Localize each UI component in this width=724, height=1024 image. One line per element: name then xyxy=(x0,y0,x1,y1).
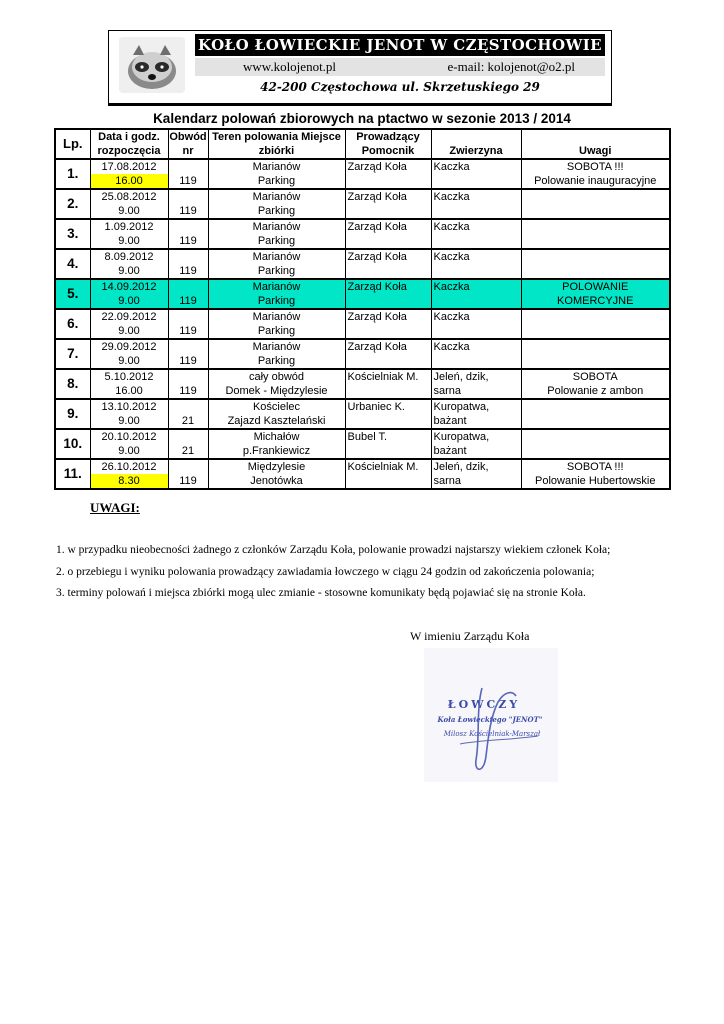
row-game-line1: Jeleń, dzik, xyxy=(433,371,489,383)
row-lead: Zarząd Koła xyxy=(345,159,431,189)
row-game xyxy=(431,159,521,189)
row-note-line1: POLOWANIE xyxy=(562,281,629,293)
row-time-value: 9.00 xyxy=(118,415,140,427)
row-time-value: 9.00 xyxy=(118,445,140,457)
row-note-line2 xyxy=(522,204,670,218)
row-place-value: Marianów xyxy=(252,281,301,293)
row-game-line1: Kaczka xyxy=(433,281,470,293)
note-item-1: 1. w przypadku nieobecności żadnego z członków Zarządu Koła, polowanie prowadzi najstarszy wiekiem członek Koła; xyxy=(56,544,611,556)
row-place-value: Marianów xyxy=(252,251,301,263)
row-notes xyxy=(521,459,670,489)
header-obwod xyxy=(168,129,208,159)
row-note-line2 xyxy=(522,444,670,458)
row-obwod: 119 xyxy=(168,249,208,279)
row-note-line2 xyxy=(522,234,670,248)
row-notes xyxy=(521,279,670,309)
row-obwod: 119 xyxy=(168,219,208,249)
row-date xyxy=(90,189,168,219)
row-meeting-value: Domek - Międzylesie xyxy=(225,385,328,397)
row-place xyxy=(208,159,345,189)
row-obwod: 119 xyxy=(168,159,208,189)
row-date-value: 5.10.2012 xyxy=(104,371,154,383)
row-game xyxy=(431,459,521,489)
row-note-line2: Polowanie inauguracyjne xyxy=(534,175,657,187)
row-date-value: 26.10.2012 xyxy=(101,461,157,473)
note-item-2: 2. o przebiegu i wyniku polowania prowadzący zawiadamia łowczego w ciągu 24 godzin od zakończenia polowania; xyxy=(56,566,595,578)
hunt-schedule-table xyxy=(54,128,671,490)
row-place xyxy=(208,429,345,459)
signature-caption: W imieniu Zarządu Koła xyxy=(410,629,530,643)
row-lead: Kościelniak M. xyxy=(345,369,431,399)
row-note-line1 xyxy=(522,310,670,324)
row-game-line1: Kaczka xyxy=(433,341,470,353)
row-note-line1 xyxy=(522,430,670,444)
row-date-value: 29.09.2012 xyxy=(101,341,157,353)
row-game xyxy=(431,279,521,309)
row-game xyxy=(431,429,521,459)
row-game-line1: Kaczka xyxy=(433,161,470,173)
row-number: 7. xyxy=(55,339,90,369)
row-number: 9. xyxy=(55,399,90,429)
row-note-line1: SOBOTA !!! xyxy=(566,161,624,173)
row-time-value: 9.00 xyxy=(118,235,140,247)
row-game-line1: Jeleń, dzik, xyxy=(433,461,489,473)
row-lead: Zarząd Koła xyxy=(345,219,431,249)
row-game-line2 xyxy=(434,174,521,188)
header-lp: Lp. xyxy=(55,129,90,159)
row-note-line1 xyxy=(522,190,670,204)
row-date-value: 14.09.2012 xyxy=(101,281,157,293)
header-uwagi: Uwagi xyxy=(521,129,670,159)
row-lead: Urbaniec K. xyxy=(345,399,431,429)
table-row xyxy=(55,309,670,339)
row-meeting-value: Jenotówka xyxy=(250,475,303,487)
row-meeting-value: Parking xyxy=(257,325,296,337)
row-obwod: 21 xyxy=(168,399,208,429)
row-date xyxy=(90,309,168,339)
row-meeting-value: Parking xyxy=(257,265,296,277)
stamp-title: ŁOWCZY xyxy=(447,698,521,711)
table-row xyxy=(55,189,670,219)
row-place xyxy=(208,459,345,489)
row-date xyxy=(90,279,168,309)
row-obwod: 119 xyxy=(168,339,208,369)
row-place xyxy=(208,399,345,429)
row-game-line1: Kaczka xyxy=(433,191,470,203)
row-date-value: 25.08.2012 xyxy=(101,191,157,203)
row-game xyxy=(431,339,521,369)
table-row xyxy=(55,219,670,249)
row-note-line1: SOBOTA !!! xyxy=(566,461,624,473)
row-note-line2 xyxy=(522,264,670,278)
header-teren-line2: Miejsce zbiórki xyxy=(258,131,341,157)
row-number: 6. xyxy=(55,309,90,339)
row-note-line2 xyxy=(522,414,670,428)
row-note-line2: Polowanie z ambon xyxy=(547,385,644,397)
row-game-line2 xyxy=(434,204,521,218)
row-game-line1: Kuropatwa, xyxy=(433,401,490,413)
row-game-line1: Kaczka xyxy=(433,221,470,233)
row-place-value: Międzylesie xyxy=(247,461,306,473)
row-game-line2: bażant xyxy=(433,445,467,457)
row-lead: Zarząd Koła xyxy=(345,279,431,309)
note-item-3: 3. terminy polowań i miejsca zbiórki mogą ulec zmianie - stosowne komunikaty będą pojawiać się na stronie Koła. xyxy=(56,587,586,599)
row-time-value: 16.00 xyxy=(115,385,143,397)
table-row xyxy=(55,339,670,369)
row-lead: Zarząd Koła xyxy=(345,189,431,219)
row-place-value: cały obwód xyxy=(248,371,305,383)
row-lead: Kościelniak M. xyxy=(345,459,431,489)
row-notes xyxy=(521,219,670,249)
row-date xyxy=(90,459,168,489)
row-game-line2 xyxy=(434,264,521,278)
row-time-value: 8.30 xyxy=(91,474,168,488)
row-meeting-value: Parking xyxy=(257,355,296,367)
row-game-line1: Kuropatwa, xyxy=(433,431,490,443)
row-game-line1: Kaczka xyxy=(433,311,470,323)
header-obwod-line1: Obwód xyxy=(169,131,207,143)
row-lead: Zarząd Koła xyxy=(345,249,431,279)
row-time-value: 9.00 xyxy=(118,325,140,337)
row-time-value: 9.00 xyxy=(118,265,140,277)
row-lead: Bubel T. xyxy=(345,429,431,459)
official-stamp-signature xyxy=(420,648,560,782)
header-date xyxy=(90,129,168,159)
row-place-value: Marianów xyxy=(252,221,301,233)
table-row xyxy=(55,249,670,279)
row-date-value: 20.10.2012 xyxy=(101,431,157,443)
row-meeting-value: Parking xyxy=(257,205,296,217)
row-number: 1. xyxy=(55,159,90,189)
row-game-line1: Kaczka xyxy=(433,251,470,263)
table-header-row xyxy=(55,129,670,159)
row-note-line1 xyxy=(522,220,670,234)
header-prowadzacy xyxy=(345,129,431,159)
document-title: Kalendarz polowań zbiorowych na ptactwo w sezonie 2013 / 2014 xyxy=(153,111,571,126)
table-row xyxy=(55,369,670,399)
row-notes xyxy=(521,249,670,279)
contact-bar xyxy=(195,58,605,76)
table-row xyxy=(55,279,670,309)
header-teren-line1: Teren polowania xyxy=(212,131,299,143)
row-date-value: 1.09.2012 xyxy=(104,221,154,233)
row-game xyxy=(431,399,521,429)
table-row xyxy=(55,399,670,429)
row-number: 3. xyxy=(55,219,90,249)
raccoon-dog-logo-icon xyxy=(119,37,185,93)
row-number: 5. xyxy=(55,279,90,309)
row-number: 4. xyxy=(55,249,90,279)
header-date-line1: Data i godz. xyxy=(98,131,160,143)
website-text: www.kolojenot.pl xyxy=(243,59,337,74)
row-date xyxy=(90,339,168,369)
row-notes xyxy=(521,159,670,189)
club-name: KOŁO ŁOWIECKIE JENOT W CZĘSTOCHOWIE xyxy=(195,34,605,56)
row-place xyxy=(208,279,345,309)
row-date xyxy=(90,369,168,399)
row-notes xyxy=(521,399,670,429)
row-game-line2 xyxy=(434,324,521,338)
row-date xyxy=(90,159,168,189)
row-place xyxy=(208,189,345,219)
row-time-value: 16.00 xyxy=(91,174,168,188)
row-number: 11. xyxy=(55,459,90,489)
row-game xyxy=(431,219,521,249)
row-obwod: 119 xyxy=(168,369,208,399)
email-text: e-mail: kolojenot@o2.pl xyxy=(447,59,575,74)
club-address: 42-200 Częstochowa ul. Skrzetuskiego 29 xyxy=(260,80,540,94)
row-lead: Zarząd Koła xyxy=(345,309,431,339)
row-notes xyxy=(521,309,670,339)
row-note-line2 xyxy=(522,354,670,368)
header-date-line2: rozpoczęcia xyxy=(97,145,161,157)
header-obwod-line2: nr xyxy=(182,145,194,157)
row-note-line1 xyxy=(522,250,670,264)
row-date xyxy=(90,249,168,279)
row-notes xyxy=(521,429,670,459)
row-date-value: 8.09.2012 xyxy=(104,251,154,263)
row-place-value: Marianów xyxy=(252,341,301,353)
row-note-line2 xyxy=(522,324,670,338)
row-obwod: 119 xyxy=(168,189,208,219)
row-number: 2. xyxy=(55,189,90,219)
row-place xyxy=(208,339,345,369)
row-place xyxy=(208,249,345,279)
row-game-line2: sarna xyxy=(433,385,462,397)
row-notes xyxy=(521,369,670,399)
row-meeting-value: p.Frankiewicz xyxy=(242,445,311,457)
table-row xyxy=(55,159,670,189)
row-date xyxy=(90,399,168,429)
row-obwod: 119 xyxy=(168,309,208,339)
header-teren xyxy=(208,129,345,159)
header-prow-line2: Pomocnik xyxy=(361,145,415,157)
row-game-line2 xyxy=(434,354,521,368)
row-time-value: 9.00 xyxy=(118,355,140,367)
row-obwod: 21 xyxy=(168,429,208,459)
row-number: 8. xyxy=(55,369,90,399)
row-lead: Zarząd Koła xyxy=(345,339,431,369)
row-place xyxy=(208,219,345,249)
row-note-line1 xyxy=(522,340,670,354)
row-notes xyxy=(521,339,670,369)
table-row xyxy=(55,429,670,459)
row-meeting-value: Parking xyxy=(257,175,296,187)
row-game xyxy=(431,249,521,279)
row-meeting-value: Zajazd Kasztelański xyxy=(227,415,326,427)
row-notes xyxy=(521,189,670,219)
row-place-value: Marianów xyxy=(252,161,301,173)
row-game xyxy=(431,189,521,219)
row-place-value: Marianów xyxy=(252,191,301,203)
row-place-value: Michałów xyxy=(253,431,300,443)
row-game-line2 xyxy=(434,294,521,308)
notes-title: UWAGI: xyxy=(90,500,140,515)
row-note-line2: Polowanie Hubertowskie xyxy=(535,475,656,487)
row-place xyxy=(208,369,345,399)
row-place-value: Kościelec xyxy=(252,401,301,413)
row-number: 10. xyxy=(55,429,90,459)
row-note-line1 xyxy=(522,400,670,414)
row-game xyxy=(431,309,521,339)
row-game-line2: bażant xyxy=(433,415,467,427)
row-date-value: 13.10.2012 xyxy=(101,401,157,413)
row-game-line2: sarna xyxy=(433,475,462,487)
header-zwierzyna: Zwierzyna xyxy=(431,129,521,159)
row-date xyxy=(90,429,168,459)
header-prow-line1: Prowadzący xyxy=(356,131,420,143)
row-game-line2 xyxy=(434,234,521,248)
row-note-line2: KOMERCYJNE xyxy=(557,295,634,307)
stamp-name: Milosz Kościelniak-Marszał xyxy=(443,730,541,738)
row-time-value: 9.00 xyxy=(118,205,140,217)
row-game xyxy=(431,369,521,399)
row-obwod: 119 xyxy=(168,459,208,489)
row-meeting-value: Parking xyxy=(257,295,296,307)
row-date-value: 22.09.2012 xyxy=(101,311,157,323)
row-time-value: 9.00 xyxy=(118,295,140,307)
row-obwod: 119 xyxy=(168,279,208,309)
stamp-club: Koła Łowieckiego "JENOT" xyxy=(437,715,543,724)
table-row xyxy=(55,459,670,489)
row-date-value: 17.08.2012 xyxy=(101,161,157,173)
row-note-line1: SOBOTA xyxy=(572,371,618,383)
letterhead xyxy=(108,30,612,106)
row-place-value: Marianów xyxy=(252,311,301,323)
row-meeting-value: Parking xyxy=(257,235,296,247)
row-place xyxy=(208,309,345,339)
row-date xyxy=(90,219,168,249)
